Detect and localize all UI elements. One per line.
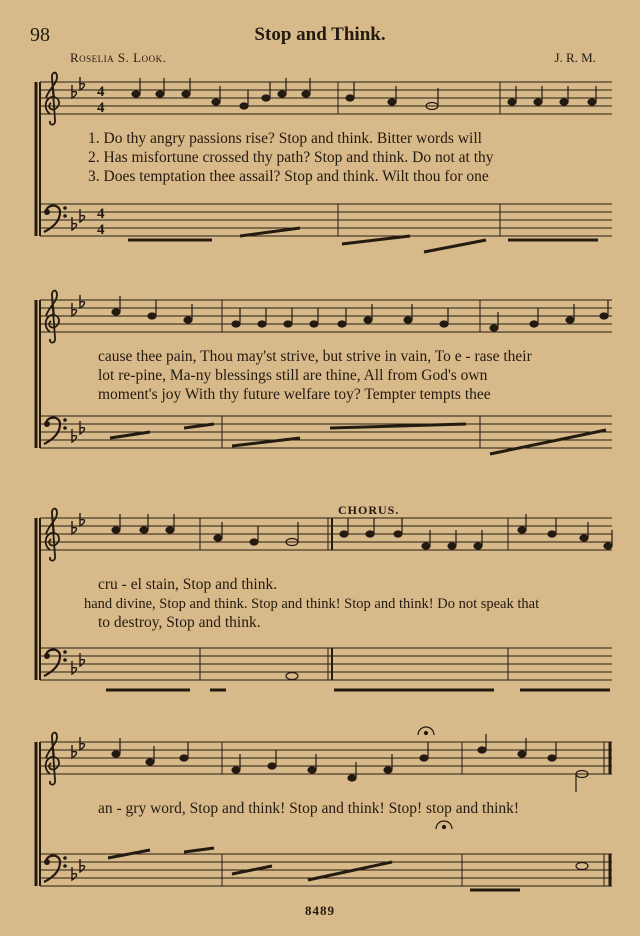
svg-text:4: 4 [97, 222, 105, 238]
page-number: 98 [30, 24, 50, 46]
bass-staff [40, 204, 612, 236]
svg-text:4: 4 [97, 100, 105, 116]
lyric-line-3-verse-1: cru - el stain, Stop and think. [98, 576, 278, 593]
svg-text:4: 4 [97, 84, 105, 100]
lyric-line-1-verse-3: 3. Does temptation thee assail? Stop and think. Wilt thou for one [88, 168, 489, 185]
hymn-author: Roselia S. Look. [70, 50, 167, 65]
lyric-line-3-verse-3: to destroy, Stop and think. [98, 614, 261, 631]
chorus-label: CHORUS. [338, 503, 400, 517]
hymn-composer: J. R. M. [554, 50, 596, 65]
lyric-line-2-verse-2: lot re-pine, Ma-ny blessings still are thine, All from God's own [98, 367, 488, 384]
lyric-line-1-verse-2: 2. Has misfortune crossed thy path? Stop and think. Do not at thy [88, 149, 494, 166]
lyric-line-4-chorus: an - gry word, Stop and think! Stop and think! Stop! stop and think! [98, 800, 520, 817]
bass-staff [40, 854, 612, 886]
treble-staff [40, 300, 612, 332]
svg-text:4: 4 [97, 206, 105, 222]
bass-staff [40, 416, 612, 448]
bass-staff [40, 648, 612, 680]
lyric-line-2-verse-1: cause thee pain, Thou may'st strive, but strive in vain, To e - rase their [98, 348, 532, 365]
lyric-line-3-verse-2: hand divine, Stop and think. Stop and think! Stop and think! Do not speak that [84, 596, 540, 612]
plate-number: 8489 [305, 903, 335, 918]
hymn-title: Stop and Think. [254, 24, 386, 45]
lyric-line-2-verse-3: moment's joy With thy future welfare toy? Tempter tempts thee [98, 386, 491, 403]
treble-staff [40, 82, 612, 114]
lyric-line-1-verse-1: 1. Do thy angry passions rise? Stop and think. Bitter words will [88, 130, 482, 147]
